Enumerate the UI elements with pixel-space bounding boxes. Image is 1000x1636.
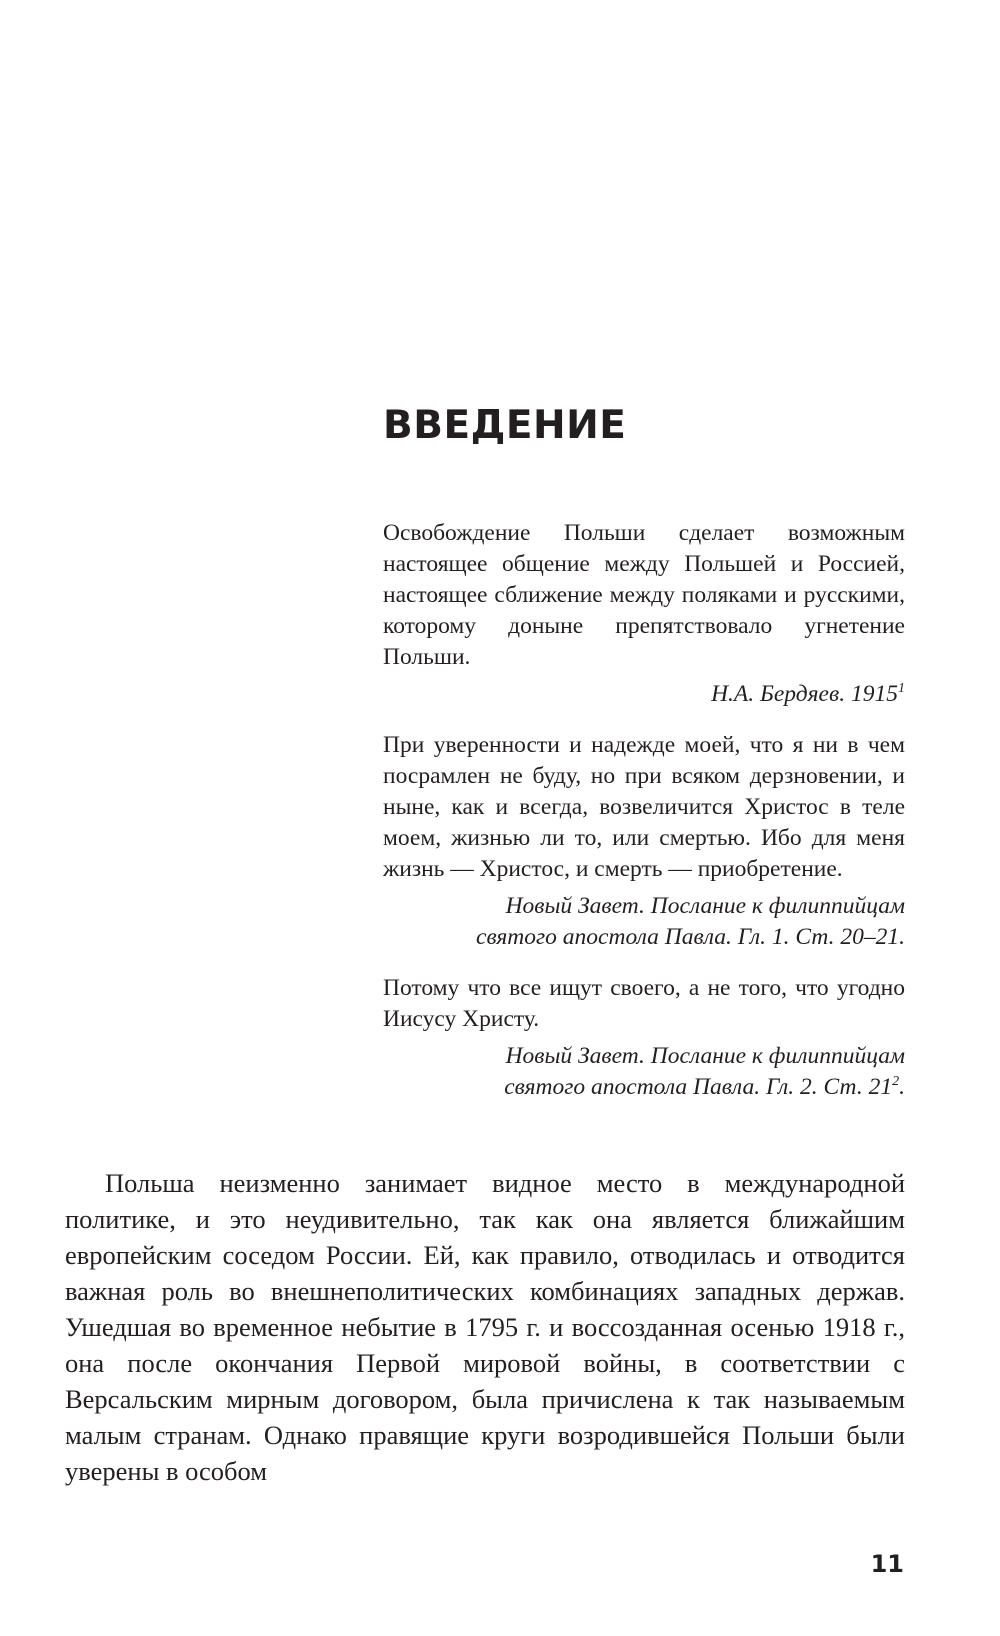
epigraph-source-line-2: святого апостола Павла. Гл. 2. Ст. 21 — [504, 1074, 893, 1100]
epigraphs-block — [383, 518, 905, 1103]
epigraph-source-text: Н.А. Бердяев. 1915 — [711, 681, 898, 707]
epigraph-source — [383, 891, 905, 953]
epigraph-quote: При уверенности и надежде моей, что я ни в чем посрамлен не буду, но при всяком дерзновении, и ныне, как и всегда, возвеличится Христос в теле моем, жизнью ли то, или смертью. Ибо для меня жизнь — Христос, и смерть — приобретение. — [383, 732, 905, 882]
epigraph-source — [383, 1041, 905, 1103]
footnote-ref-1[interactable]: 1 — [897, 680, 905, 697]
epigraph-philippians-1 — [383, 730, 905, 953]
epigraph-source — [383, 679, 905, 710]
body-paragraph: Польша неизменно занимает видное место в международной политике, и это неудивительно, так как она является ближайшим европейским соседом России. Ей, как правило, отводилась и отводится важная роль во внешнеполитических комбинациях западных держав. Ушедшая во временное небытие в 1795 г. и воссозданная осенью 1918 г., она после окончания Первой мировой войны, в соответствии с Версальским мирным договором, была причислена к так называемым малым странам. Однако правящие круги возродившейся Польши были уверены в особом — [65, 1168, 905, 1486]
footnote-ref-2[interactable]: 2 — [892, 1073, 900, 1090]
page-number: 11 — [870, 1550, 904, 1578]
epigraph-source-period: . — [899, 1074, 905, 1100]
epigraph-quote: Освобождение Польши сделает возможным настоящее общение между Польшей и Россией, настоящее сближение между поляками и русскими, которому доныне препятствовало угнетение Польши. — [383, 520, 905, 670]
epigraph-berdyaev — [383, 518, 905, 710]
epigraph-philippians-2 — [383, 973, 905, 1103]
epigraph-source-line-1: Новый Завет. Послание к филиппийцам — [505, 1043, 905, 1069]
page-title: ВВЕДЕНИЕ — [383, 403, 627, 448]
epigraph-source-line-2: святого апостола Павла. Гл. 1. Ст. 20–21. — [476, 924, 905, 950]
epigraph-quote: Потому что все ищут своего, а не того, что угодно Иисусу Христу. — [383, 975, 905, 1032]
epigraph-source-line-1: Новый Завет. Послание к филиппийцам — [505, 893, 905, 919]
